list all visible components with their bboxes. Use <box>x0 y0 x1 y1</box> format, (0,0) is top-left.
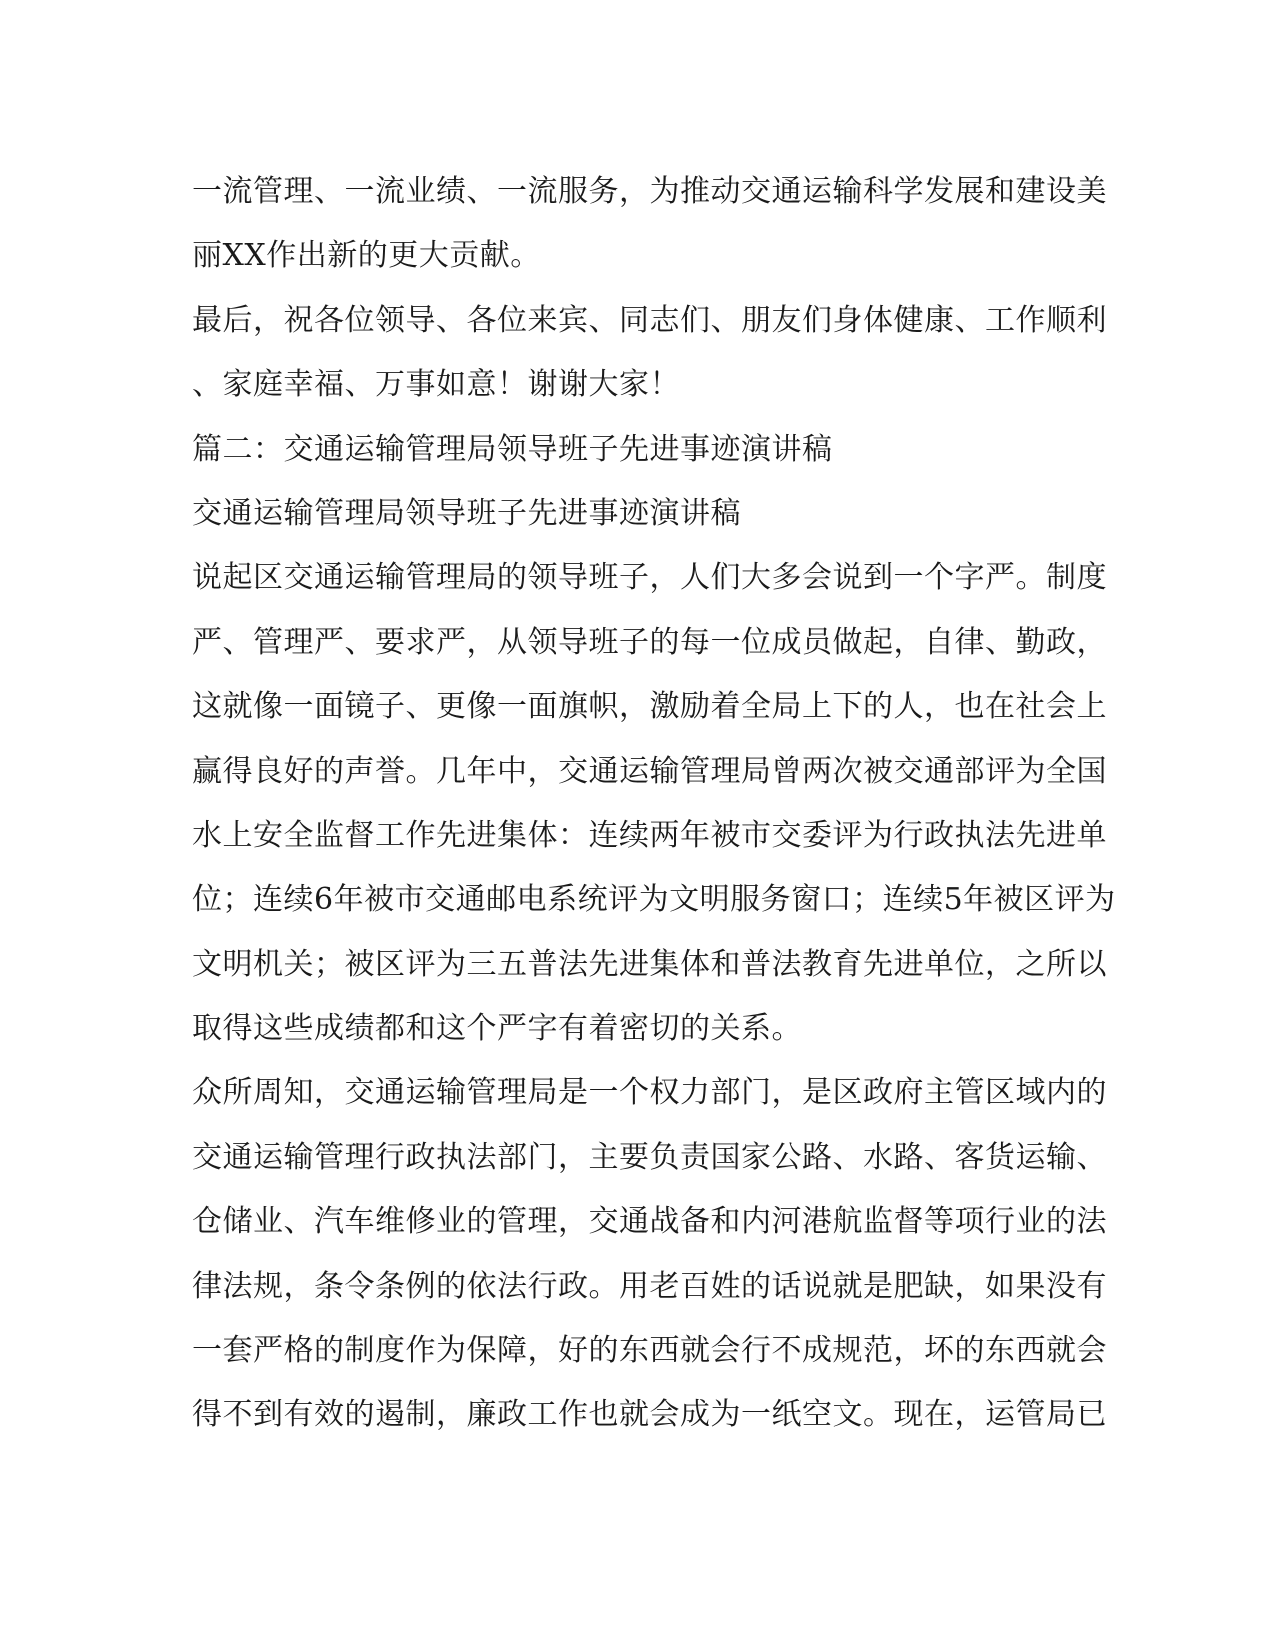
text-line: 位；连续6年被市交通邮电系统评为文明服务窗口；连续5年被区评为 <box>192 882 1116 918</box>
text-line: 取得这些成绩都和这个严字有着密切的关系。 <box>192 1011 802 1047</box>
text-line: 这就像一面镜子、更像一面旗帜，激励着全局上下的人，也在社会上 <box>192 689 1107 725</box>
text-line: 、家庭幸福、万事如意！谢谢大家！ <box>192 367 680 403</box>
text-line: 交通运输管理行政执法部门，主要负责国家公路、水路、客货运输、 <box>192 1139 1107 1175</box>
text-line: 丽XX作出新的更大贡献。 <box>192 238 541 274</box>
text-line: 众所周知，交通运输管理局是一个权力部门，是区政府主管区域内的 <box>192 1075 1107 1111</box>
document-body <box>192 160 1116 1448</box>
text-line: 水上安全监督工作先进集体：连续两年被市交委评为行政执法先进单 <box>192 817 1107 853</box>
text-line: 最后，祝各位领导、各位来宾、同志们、朋友们身体健康、工作顺利 <box>192 302 1107 338</box>
section-heading: 篇二：交通运输管理局领导班子先进事迹演讲稿 <box>192 431 833 467</box>
text-line: 律法规，条令条例的依法行政。用老百姓的话说就是肥缺，如果没有 <box>192 1268 1107 1304</box>
text-line: 得不到有效的遏制，廉政工作也就会成为一纸空文。现在，运管局已 <box>192 1397 1107 1433</box>
text-line: 一套严格的制度作为保障，好的东西就会行不成规范，坏的东西就会 <box>192 1333 1107 1369</box>
text-line: 赢得良好的声誉。几年中，交通运输管理局曾两次被交通部评为全国 <box>192 753 1107 789</box>
text-line: 文明机关；被区评为三五普法先进集体和普法教育先进单位，之所以 <box>192 946 1107 982</box>
text-line: 说起区交通运输管理局的领导班子，人们大多会说到一个字严。制度 <box>192 560 1107 596</box>
text-line: 仓储业、汽车维修业的管理，交通战备和内河港航监督等项行业的法 <box>192 1204 1107 1240</box>
article-title: 交通运输管理局领导班子先进事迹演讲稿 <box>192 495 741 531</box>
text-line: 严、管理严、要求严，从领导班子的每一位成员做起，自律、勤政， <box>192 624 1107 660</box>
text-line: 一流管理、一流业绩、一流服务，为推动交通运输科学发展和建设美 <box>192 174 1107 209</box>
